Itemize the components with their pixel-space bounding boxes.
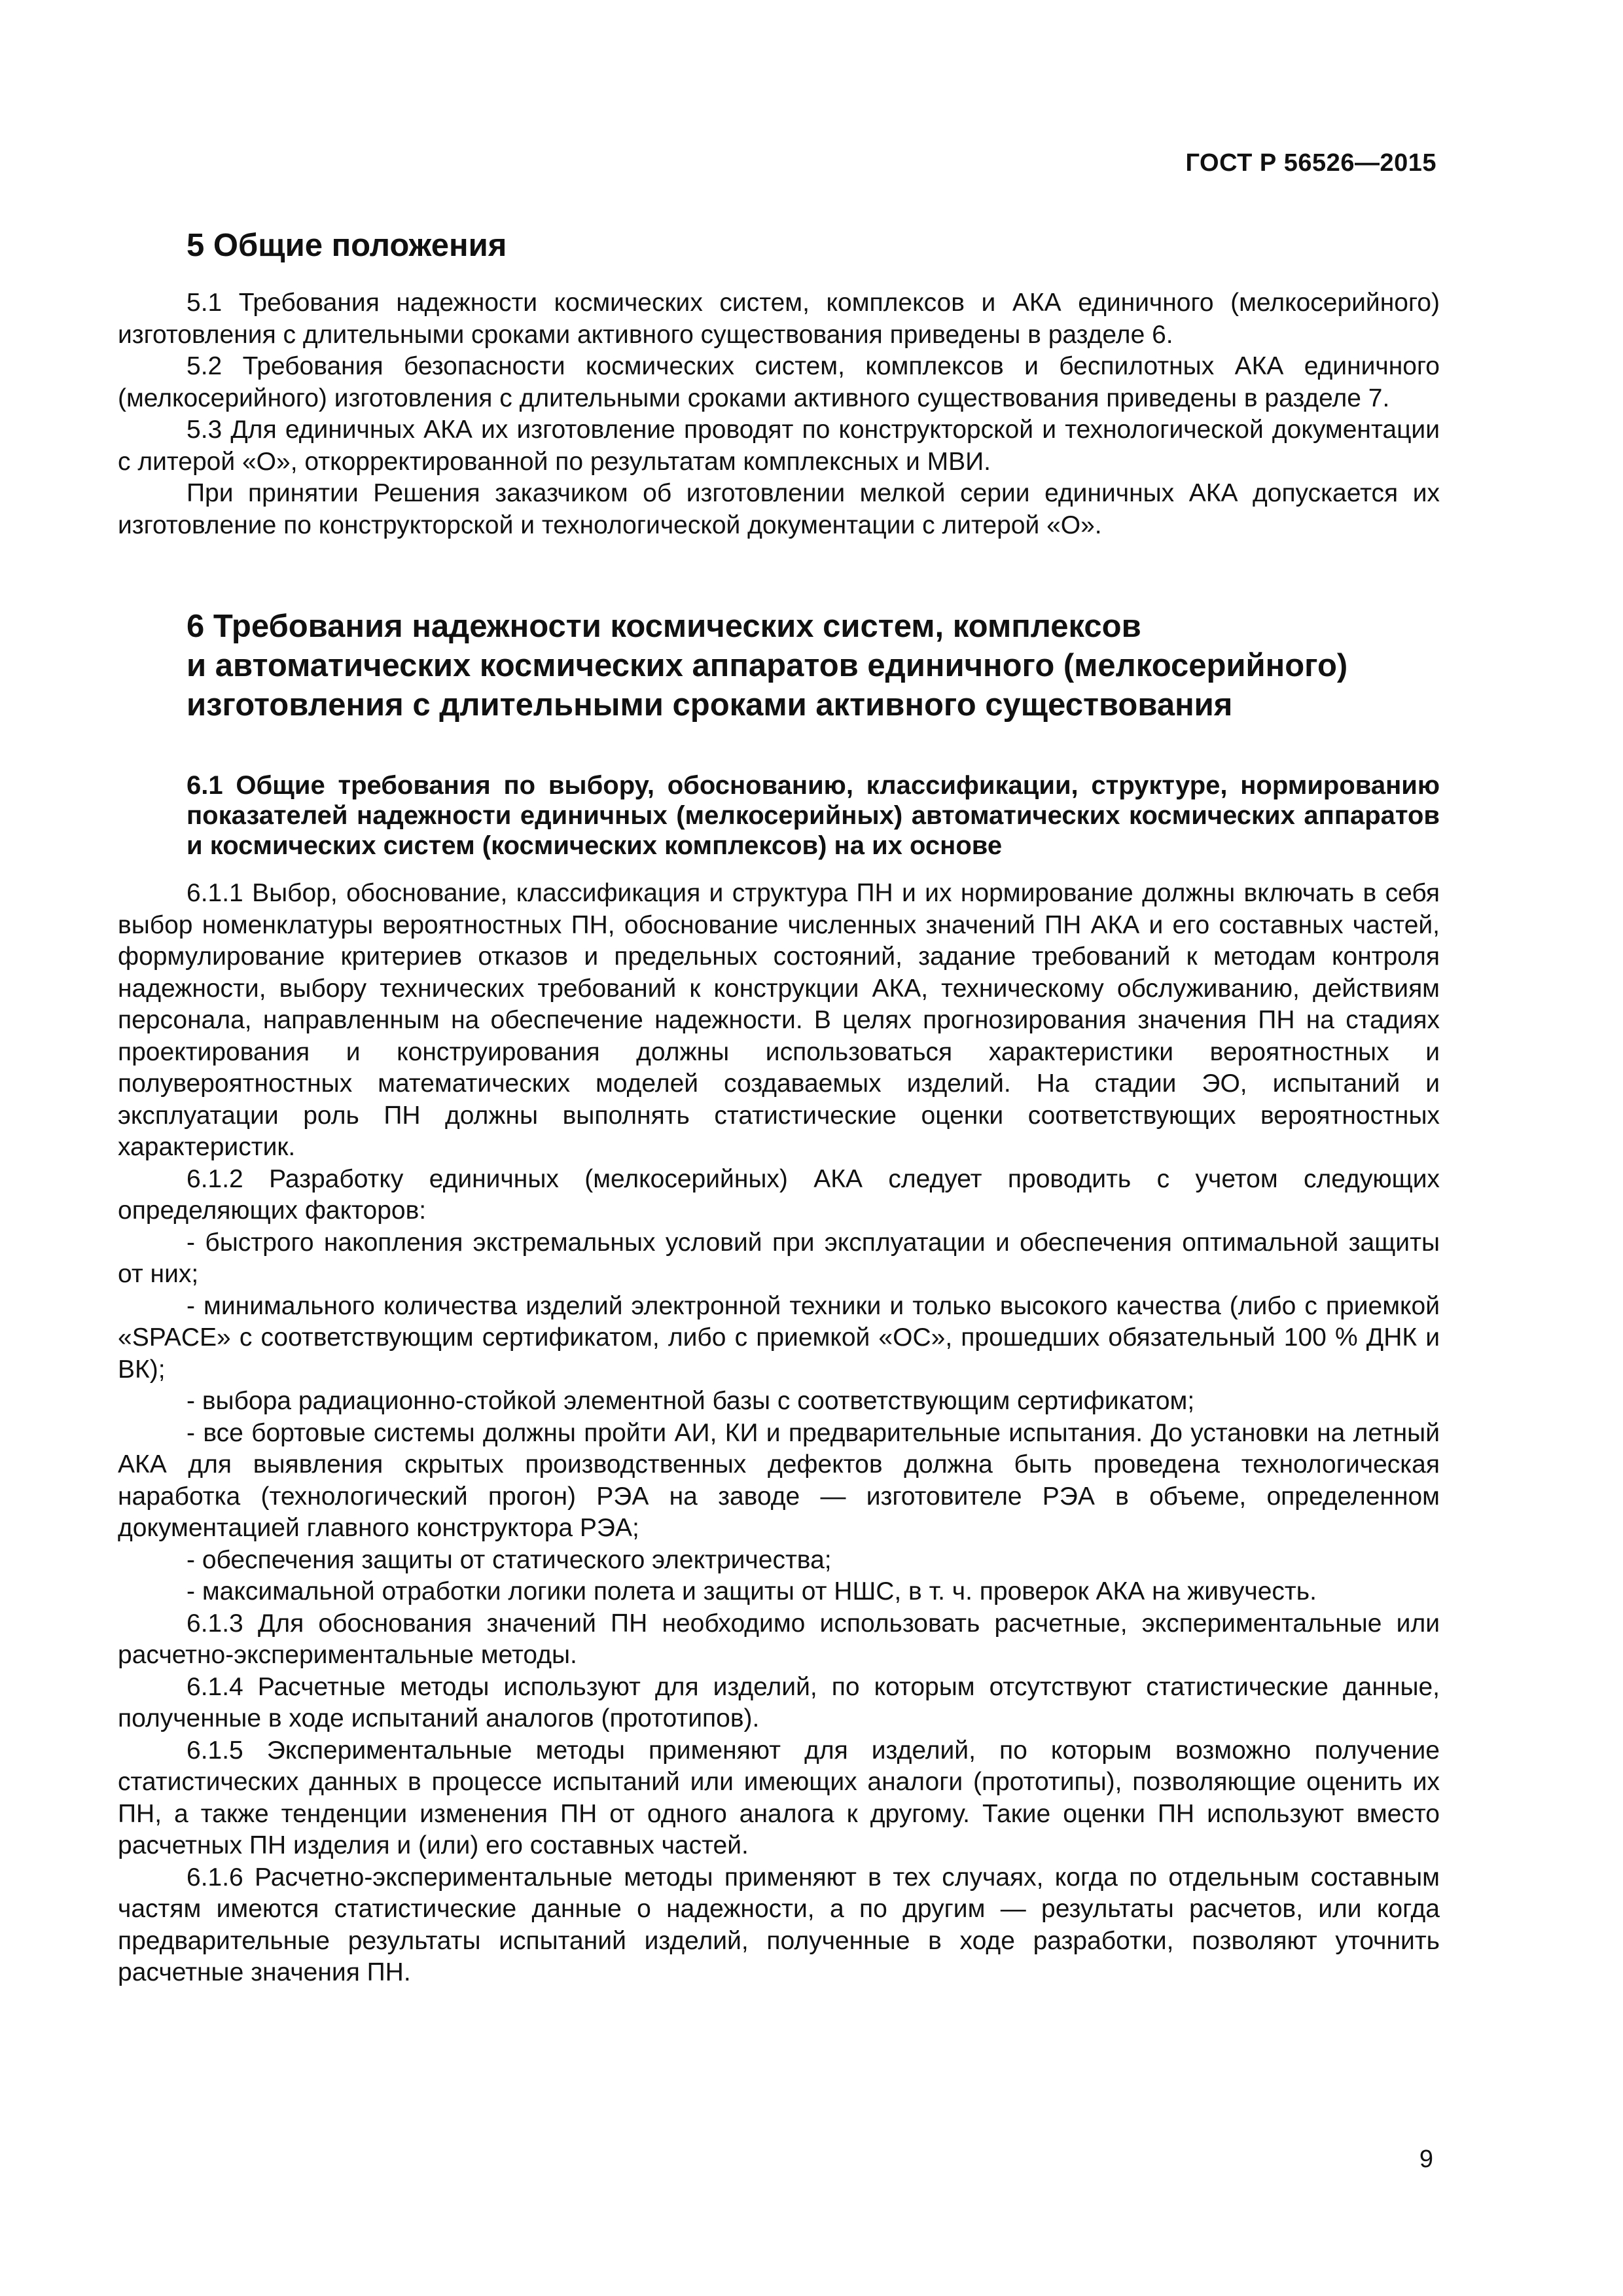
page-content: [118, 226, 1440, 1989]
document-code: ГОСТ Р 56526—2015: [1185, 149, 1436, 177]
section-5-title: 5 Общие положения: [187, 228, 507, 263]
section-6-title-line-1: 6 Требования надежности космических систем, комплексов: [187, 609, 1141, 644]
paragraph-5-1: 5.1 Требования надежности космических систем, комплексов и АКА единичного (мелкосерийного) изготовления с длительными сроками активного существования приведены в разделе 6.: [118, 289, 1440, 349]
list-item: - выбора радиационно-стойкой элементной базы с соответствующим сертификатом;: [187, 1387, 1195, 1415]
paragraph-6-1-2: 6.1.2 Разработку единичных (мелкосерийных) АКА следует проводить с учетом следующих определяющих факторов:: [118, 1164, 1440, 1225]
subsection-6-1-title: 6.1 Общие требования по выбору, обоснованию, классификации, структуре, нормированию показателей надежности единичных (мелкосерийных) автоматических космических аппаратов и космических систем (космических комплексов) на их основе: [187, 771, 1440, 860]
list-item: - максимальной отработки логики полета и защиты от НШС, в т. ч. проверок АКА на живучесть.: [187, 1577, 1317, 1605]
paragraph-6-1-6: 6.1.6 Расчетно-экспериментальные методы применяют в тех случаях, когда по отдельным составным частям имеются статистические данные о надежности, а по другим — результаты расчетов, или когда предварительные результаты испытаний изделий, полученные в ходе разработки, позволяют уточнить расчетные значения ПН.: [118, 1863, 1440, 1986]
section-6-title: [118, 607, 1440, 725]
paragraph-5-3-note: При принятии Решения заказчиком об изготовлении мелкой серии единичных АКА допускается их изготовление по конструкторской и технологической документации с литерой «О».: [118, 479, 1440, 539]
section-6-title-line-2: и автоматических космических аппаратов единичного (мелкосерийного): [187, 648, 1348, 683]
paragraph-5-2: 5.2 Требования безопасности космических систем, комплексов и беспилотных АКА единичного (мелкосерийного) изготовления с длительными сроками активного существования приведены в разделе 7.: [118, 352, 1440, 412]
paragraph-6-1-4: 6.1.4 Расчетные методы используют для изделий, по которым отсутствуют статистические данные, полученные в ходе испытаний аналогов (прототипов).: [118, 1672, 1440, 1732]
paragraph-5-3: 5.3 Для единичных АКА их изготовление проводят по конструкторской и технологической документации с литерой «О», откорректированной по результатам комплексных и МВИ.: [118, 416, 1440, 476]
list-item: - быстрого накопления экстремальных условий при эксплуатации и обеспечения оптимальной защиты от них;: [118, 1228, 1440, 1288]
list-item: - минимального количества изделий электронной техники и только высокого качества (либо с приемкой «SPACE» с соответствующим сертификатом, либо с приемкой «ОС», прошедших обязательный 100 % ДНК и ВК);: [118, 1291, 1440, 1384]
paragraph-6-1-5: 6.1.5 Экспериментальные методы применяют для изделий, по которым возможно получение статистических данных в процессе испытаний или имеющих аналоги (прототипы), позволяющие оценить их ПН, а также тенденции изменения ПН от одного аналога к другому. Такие оценки ПН используют вместо расчетных ПН изделия и (или) его составных частей.: [118, 1736, 1440, 1859]
paragraph-6-1-3: 6.1.3 Для обоснования значений ПН необходимо использовать расчетные, экспериментальные или расчетно-экспериментальные методы.: [118, 1609, 1440, 1669]
section-6-title-line-3: изготовления с длительными сроками активного существования: [187, 687, 1233, 723]
list-item: - все бортовые системы должны пройти АИ, КИ и предварительные испытания. До установки на летный АКА для выявления скрытых производственных дефектов должна быть проведена технологическая наработка (технологический прогон) РЭА на заводе — изготовителе РЭА в объеме, определенном документацией главного конструктора РЭА;: [118, 1418, 1440, 1542]
list-item: - обеспечения защиты от статического электричества;: [187, 1545, 832, 1574]
paragraph-6-1-1: 6.1.1 Выбор, обоснование, классификация и структура ПН и их нормирование должны включать в себя выбор номенклатуры вероятностных ПН, обоснование численных значений ПН АКА и его составных частей, формулирование критериев отказов и предельных состояний, задание требований к методам контроля надежности, выбору технических требований к конструкции АКА, техническому обслуживанию, действиям персонала, направленным на обеспечение надежности. В целях прогнозирования значения ПН на стадиях проектирования и конструирования должны использоваться характеристики вероятностных и полувероятностных математических моделей создаваемых изделий. На стадии ЭО, испытаний и эксплуатации роль ПН должны выполнять статистические оценки соответствующих вероятностных характеристик.: [118, 879, 1440, 1161]
page-number: 9: [1419, 2145, 1433, 2173]
